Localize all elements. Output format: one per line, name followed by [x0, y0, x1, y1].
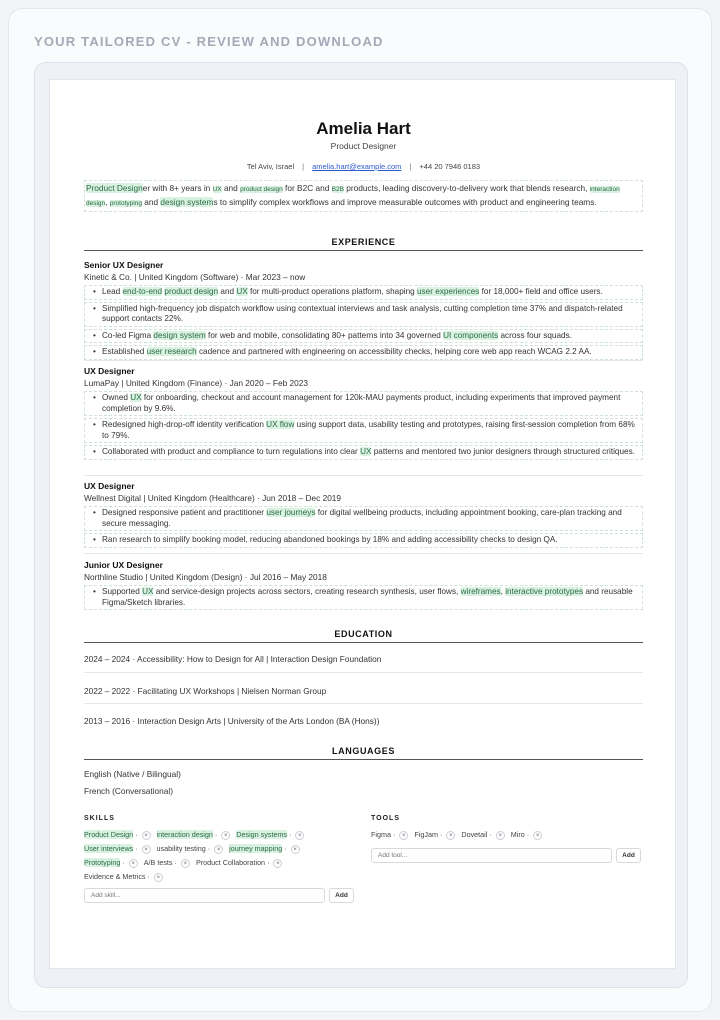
remove-skill-icon[interactable]: ×: [214, 845, 223, 854]
skill-chip: A/B tests · ×: [144, 856, 190, 870]
job-bullet[interactable]: • Simplified high-frequency job dispatch workflow using contextual interviews and task analysis, cutting completion time 37% and dispatch-related support contacts 22%.: [84, 302, 643, 327]
cv-email-link[interactable]: amelia.hart@example.com: [312, 162, 402, 171]
section-title-languages: LANGUAGES: [84, 746, 643, 760]
skill-chip: Evidence & Metrics · ×: [84, 870, 163, 884]
skill-chip: Prototyping · ×: [84, 856, 138, 870]
app-frame: [8, 8, 712, 1012]
remove-skill-icon[interactable]: ×: [142, 831, 151, 840]
job-bullet[interactable]: • Lead end-to-end product design and UX for multi-product operations platform, shaping user experiences for 18,000+ field and office users.: [84, 285, 643, 300]
skill-chip: Design systems · ×: [236, 828, 304, 842]
job-bullet[interactable]: • Designed responsive patient and practitioner user journeys for digital wellbeing products, including appointment booking, care-plan tracking and secure messaging.: [84, 506, 643, 531]
job-title: Junior UX Designer: [84, 560, 163, 570]
cv-summary[interactable]: Product Designer with 8+ years in UX and product design for B2C and B2B products, leading discovery-to-delivery work that blends research, interaction design, prototyping and design systems to simplify complex workflows and improve measurable outcomes with product and engineering teams.: [84, 180, 643, 212]
job-meta: Northline Studio | United Kingdom (Design) · Jul 2016 – May 2018: [84, 572, 327, 582]
job-meta: LumaPay | United Kingdom (Finance) · Jan 2020 – Feb 2023: [84, 378, 308, 388]
tool-chip: Dovetail · ×: [461, 828, 504, 842]
remove-skill-icon[interactable]: ×: [142, 845, 151, 854]
page-title: YOUR TAILORED CV - REVIEW AND DOWNLOAD: [34, 34, 384, 49]
cv-name: Amelia Hart: [316, 119, 411, 138]
skill-chip: interaction design · ×: [157, 828, 231, 842]
job-title: UX Designer: [84, 366, 135, 376]
remove-skill-icon[interactable]: ×: [129, 859, 138, 868]
remove-skill-icon[interactable]: ×: [295, 831, 304, 840]
skill-chip: User interviews · ×: [84, 842, 151, 856]
job-bullet[interactable]: • Co-led Figma design system for web and mobile, consolidating 80+ patterns into 34 governed UI components across four squads.: [84, 329, 643, 344]
tool-chip: Miro · ×: [511, 828, 542, 842]
divider: [84, 553, 643, 554]
job-bullet[interactable]: • Collaborated with product and compliance to turn regulations into clear UX patterns and mentored two junior designers through structured critiques.: [84, 445, 643, 460]
remove-tool-icon[interactable]: ×: [496, 831, 505, 840]
education-item: 2013 – 2016 · Interaction Design Arts | University of the Arts London (BA (Hons)): [84, 716, 380, 726]
add-skill-button[interactable]: Add: [329, 888, 354, 903]
cv-page: [49, 79, 676, 969]
cv-contact: Tel Aviv, Israel | amelia.hart@example.com | +44 20 7946 0183: [246, 162, 481, 171]
language-item: English (Native / Bilingual): [84, 769, 181, 779]
remove-skill-icon[interactable]: ×: [154, 873, 163, 882]
job-entry: [84, 259, 643, 362]
section-title-education: EDUCATION: [84, 629, 643, 643]
remove-skill-icon[interactable]: ×: [291, 845, 300, 854]
job-entry: [84, 365, 643, 462]
add-skill-input[interactable]: [84, 888, 325, 903]
education-item: 2024 – 2024 · Accessibility: How to Design for All | Interaction Design Foundation: [84, 654, 382, 664]
section-title-experience: EXPERIENCE: [84, 237, 643, 251]
job-bullet[interactable]: • Owned UX for onboarding, checkout and account management for 120k-MAU payments product, including experiments that improved payment completion by 9.6%.: [84, 391, 643, 416]
job-meta: Wellnest Digital | United Kingdom (Healthcare) · Jun 2018 – Dec 2019: [84, 493, 342, 503]
add-tool-button[interactable]: Add: [616, 848, 641, 863]
divider: [84, 703, 643, 704]
remove-tool-icon[interactable]: ×: [446, 831, 455, 840]
remove-tool-icon[interactable]: ×: [399, 831, 408, 840]
remove-skill-icon[interactable]: ×: [221, 831, 230, 840]
remove-tool-icon[interactable]: ×: [533, 831, 542, 840]
tool-chip: Figma · ×: [371, 828, 408, 842]
job-meta: Kinetic & Co. | United Kingdom (Software) · Mar 2023 – now: [84, 272, 306, 282]
tools-title: TOOLS: [371, 815, 400, 822]
job-entry: [84, 559, 643, 612]
divider: [84, 360, 643, 361]
job-title: Senior UX Designer: [84, 260, 164, 270]
skill-chip: journey mapping · ×: [229, 842, 300, 856]
cv-role: Product Designer: [330, 141, 397, 151]
education-item: 2022 – 2022 · Facilitating UX Workshops | Nielsen Norman Group: [84, 686, 327, 696]
job-bullet[interactable]: • Supported UX and service-design projects across sectors, creating research synthesis, user flows, wireframes, interactive prototypes and reusable Figma/Sketch libraries.: [84, 585, 643, 610]
job-title: UX Designer: [84, 481, 135, 491]
remove-skill-icon[interactable]: ×: [181, 859, 190, 868]
tools-list: [371, 828, 643, 842]
remove-skill-icon[interactable]: ×: [273, 859, 282, 868]
language-item: French (Conversational): [84, 786, 173, 796]
tool-chip: FigJam · ×: [414, 828, 455, 842]
skill-chip: usability testing · ×: [157, 842, 224, 856]
divider: [84, 475, 643, 476]
skill-chip: Product Design · ×: [84, 828, 151, 842]
cv-location: Tel Aviv, Israel: [246, 162, 295, 171]
job-entry: [84, 480, 643, 550]
job-bullet[interactable]: • Redesigned high-drop-off identity verification UX flow using support data, usability testing and prototypes, raising first-session completion from 68% to 79%.: [84, 418, 643, 443]
skills-title: SKILLS: [84, 815, 115, 822]
cv-preview-panel: [34, 62, 688, 988]
job-bullet[interactable]: • Established user research cadence and partnered with engineering on accessibility checks, helping core web app reach WCAG 2.2 AA.: [84, 345, 643, 360]
skill-chip: Product Collaboration · ×: [196, 856, 283, 870]
cv-phone: +44 20 7946 0183: [419, 162, 481, 171]
divider: [84, 672, 643, 673]
job-bullet[interactable]: • Ran research to simplify booking model, reducing abandoned bookings by 18% and adding accessibility checks to design QA.: [84, 533, 643, 548]
add-tool-input[interactable]: [371, 848, 612, 863]
skills-list: [84, 828, 359, 884]
